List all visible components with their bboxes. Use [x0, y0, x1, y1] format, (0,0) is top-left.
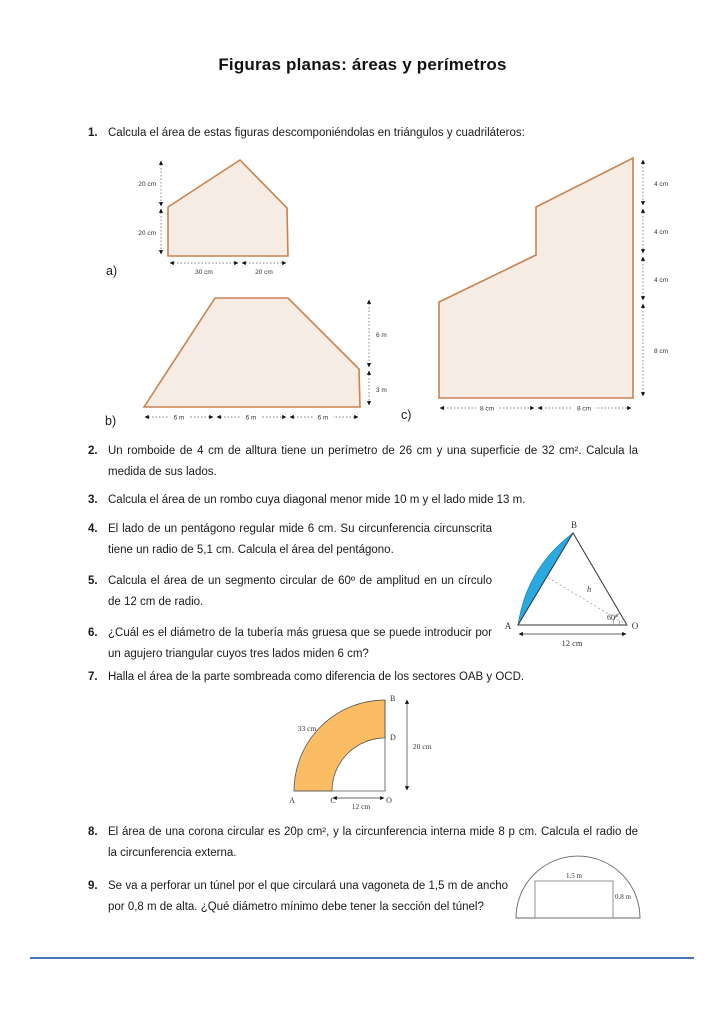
wagon-rectangle: [535, 881, 613, 918]
tunnel-semicircle: [516, 856, 640, 918]
problem-number: 2.: [88, 445, 98, 457]
problem-number: 9.: [88, 880, 98, 892]
point-label-C: C: [330, 796, 336, 805]
problem-number: 8.: [88, 826, 98, 838]
problem-text: Calcula el área de un rombo cuya diagonal menor mide 10 m y el lado mide 13 m.: [108, 494, 526, 506]
dim-label: 6 m: [317, 414, 329, 422]
figure-b-tag: b): [105, 414, 117, 428]
stepped-shape: [439, 158, 633, 398]
dim-label: 3 m: [376, 387, 387, 394]
point-label-A: A: [289, 796, 295, 805]
figure-c-stepped-polygon: [425, 145, 725, 435]
vertex-label-A: A: [504, 621, 512, 631]
dim-label: 12 cm: [561, 638, 583, 648]
dim-label: 20 cm: [255, 269, 273, 276]
dim-label: 8 cm: [479, 405, 495, 413]
dim-label: 20 cm: [138, 181, 156, 188]
dim-label: 6 m: [245, 414, 257, 422]
problem-9: [88, 876, 508, 917]
problem-2: [88, 441, 638, 482]
problem-text: Halla el área de la parte sombreada como diferencia de los sectores OAB y OCD.: [108, 671, 525, 683]
figure-tunnel-section: [510, 866, 650, 924]
dim-label: 4 cm: [654, 229, 669, 236]
orange-annulus-sector: [294, 700, 385, 791]
problem-text: Se va a perforar un túnel por el que circulará una vagoneta de 1,5 m de ancho por 0,8 m de alta. ¿Qué diámetro mínimo debe tener la sección del túnel?: [108, 880, 508, 913]
problem-text: Calcula el área de un segmento circular de 60º de amplitud en un círculo de 12 cm de radio.: [108, 575, 492, 608]
figure-a-house-polygon: [130, 150, 400, 285]
dim-label: 6 m: [376, 332, 387, 339]
problem-text: El lado de un pentágono regular mide 6 cm. Su circunferencia circunscrita tiene un radio de 5,1 cm. Calcula el área del pentágono.: [108, 523, 492, 556]
problem-3: [88, 490, 648, 511]
dim-label: 4 cm: [654, 181, 669, 188]
point-label-B: B: [390, 694, 396, 703]
problem-number: 6.: [88, 627, 98, 639]
problem-text: Un romboide de 4 cm de alltura tiene un perímetro de 26 cm y una superficie de 32 cm². Calcula la medida de sus lados.: [108, 445, 638, 478]
problem-6: [88, 623, 492, 664]
problem-number: 3.: [88, 494, 98, 506]
problem-5: [88, 571, 492, 612]
height-label: 0.8 m: [615, 893, 631, 901]
problem-text: Calcula el área de estas figuras descomponiéndolas en triángulos y cuadriláteros:: [108, 127, 525, 139]
house-shape: [168, 160, 288, 256]
dim-label: 12 cm: [351, 802, 371, 811]
trapezoid-shape: [144, 298, 360, 407]
problem-7: [88, 667, 648, 688]
problem-text: El área de una corona circular es 20p cm², y la circunferencia interna mide 8 p cm. Calcula el radio de la circunferencia externa.: [108, 826, 638, 859]
angle-arc-small: [619, 621, 620, 625]
problem-text: ¿Cuál es el diámetro de la tubería más gruesa que se puede introducir por un agujero triangular cuyos tres lados miden 6 cm?: [108, 627, 492, 660]
problem-4: [88, 519, 492, 560]
page-title: Figuras planas: áreas y perímetros: [218, 55, 507, 74]
point-label-O: O: [386, 796, 392, 805]
problem-1: [88, 123, 648, 144]
vertex-label-B: B: [570, 520, 578, 530]
dim-label: 8 cm: [654, 348, 669, 355]
dim-label: 30 cm: [195, 269, 213, 276]
figure-a-tag: a): [106, 264, 118, 278]
figure-sectors-annulus: [285, 690, 440, 815]
altitude-label: h: [587, 584, 592, 594]
problem-number: 7.: [88, 671, 98, 683]
problem-number: 5.: [88, 575, 98, 587]
dim-label: 20 cm: [413, 742, 432, 751]
point-label-D: D: [390, 733, 396, 742]
dim-label: 6 m: [173, 414, 185, 422]
figure-b-trapezoid-polygon: [130, 290, 400, 435]
vertex-label-O: O: [631, 621, 639, 631]
figure-c-tag: c): [401, 408, 412, 422]
problem-number: 4.: [88, 523, 98, 535]
figure-circular-segment-triangle: [495, 515, 675, 655]
problem-number: 1.: [88, 127, 98, 139]
dim-label: 20 cm: [138, 230, 156, 237]
footer-rule: [30, 957, 694, 959]
problem-8: [88, 822, 638, 863]
angle-label: 60°: [607, 613, 619, 622]
dim-label: 8 cm: [576, 405, 592, 413]
width-label: 1.5 m: [566, 872, 582, 880]
arc-length-label: 33 cm: [297, 724, 317, 733]
dim-label: 4 cm: [654, 277, 669, 284]
